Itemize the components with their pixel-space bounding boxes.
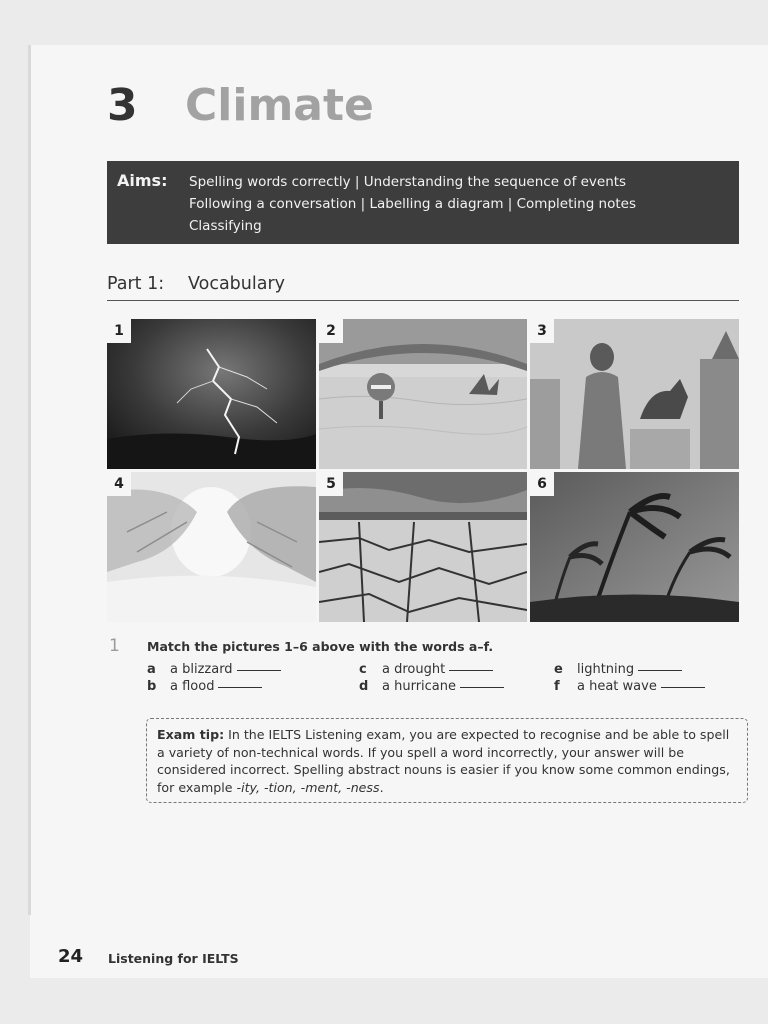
part-number: Part 1: (107, 274, 165, 294)
aims-box (107, 161, 739, 244)
answer-blank[interactable] (460, 687, 504, 688)
photo-lightning (107, 319, 316, 469)
option-d (359, 679, 504, 694)
answer-blank[interactable] (218, 687, 262, 688)
photo-number: 4 (107, 472, 131, 496)
exam-tip-endings: -ity, -tion, -ment, -ness (236, 779, 380, 795)
book-title: Listening for IELTS (108, 951, 239, 966)
photo-flood (319, 319, 527, 469)
photo-heat-wave (530, 319, 739, 469)
photo-number: 6 (530, 472, 554, 496)
part-title: Vocabulary (188, 274, 286, 294)
option-letter: f (554, 679, 560, 694)
exam-tip-end: . (379, 779, 384, 795)
photo-blizzard (107, 472, 316, 622)
aims-line: Classifying (189, 218, 262, 234)
answer-blank[interactable] (638, 670, 682, 671)
answer-blank[interactable] (237, 670, 281, 671)
exercise-instruction: Match the pictures 1–6 above with the words a–f. (147, 639, 494, 654)
option-c (359, 662, 493, 677)
option-letter: a (147, 662, 156, 677)
photo-number: 3 (530, 319, 554, 343)
part-heading (107, 274, 739, 301)
page-number: 24 (58, 946, 84, 967)
option-letter: d (359, 679, 369, 694)
option-f (554, 679, 705, 694)
option-text: a flood (170, 679, 215, 694)
aims-line: Following a conversation | Labelling a diagram | Completing notes (189, 196, 636, 212)
unit-number: 3 (107, 80, 138, 131)
exam-tip-label: Exam tip: (157, 727, 225, 742)
answer-blank[interactable] (661, 687, 705, 688)
photo-number: 1 (107, 319, 131, 343)
option-text: a blizzard (170, 662, 233, 677)
option-text: a heat wave (577, 679, 657, 694)
exercise-number: 1 (109, 636, 120, 656)
page-spine (28, 45, 31, 915)
photo-number: 5 (319, 472, 343, 496)
aims-list (189, 171, 636, 237)
answer-blank[interactable] (449, 670, 493, 671)
option-letter: b (147, 679, 157, 694)
unit-name: Climate (185, 80, 374, 131)
option-text: lightning (577, 662, 635, 677)
option-letter: c (359, 662, 367, 677)
photo-number: 2 (319, 319, 343, 343)
option-text: a hurricane (382, 679, 457, 694)
option-text: a drought (382, 662, 446, 677)
exam-tip-text: In the IELTS Listening exam, you are expected to recognise and be able to spell a variety of non-technical words. If you spell a word incorrectly, your answer will be considered incorrect. Spelling abstract nouns is easier if you know some common endings, for example (157, 727, 730, 795)
exam-tip-box (146, 718, 748, 803)
option-b (147, 679, 262, 694)
option-a (147, 662, 281, 677)
photo-drought (319, 472, 527, 622)
aims-line: Spelling words correctly | Understanding the sequence of events (189, 174, 627, 190)
photo-hurricane (530, 472, 739, 622)
option-e (554, 662, 682, 677)
option-letter: e (554, 662, 563, 677)
aims-label: Aims: (117, 171, 168, 190)
